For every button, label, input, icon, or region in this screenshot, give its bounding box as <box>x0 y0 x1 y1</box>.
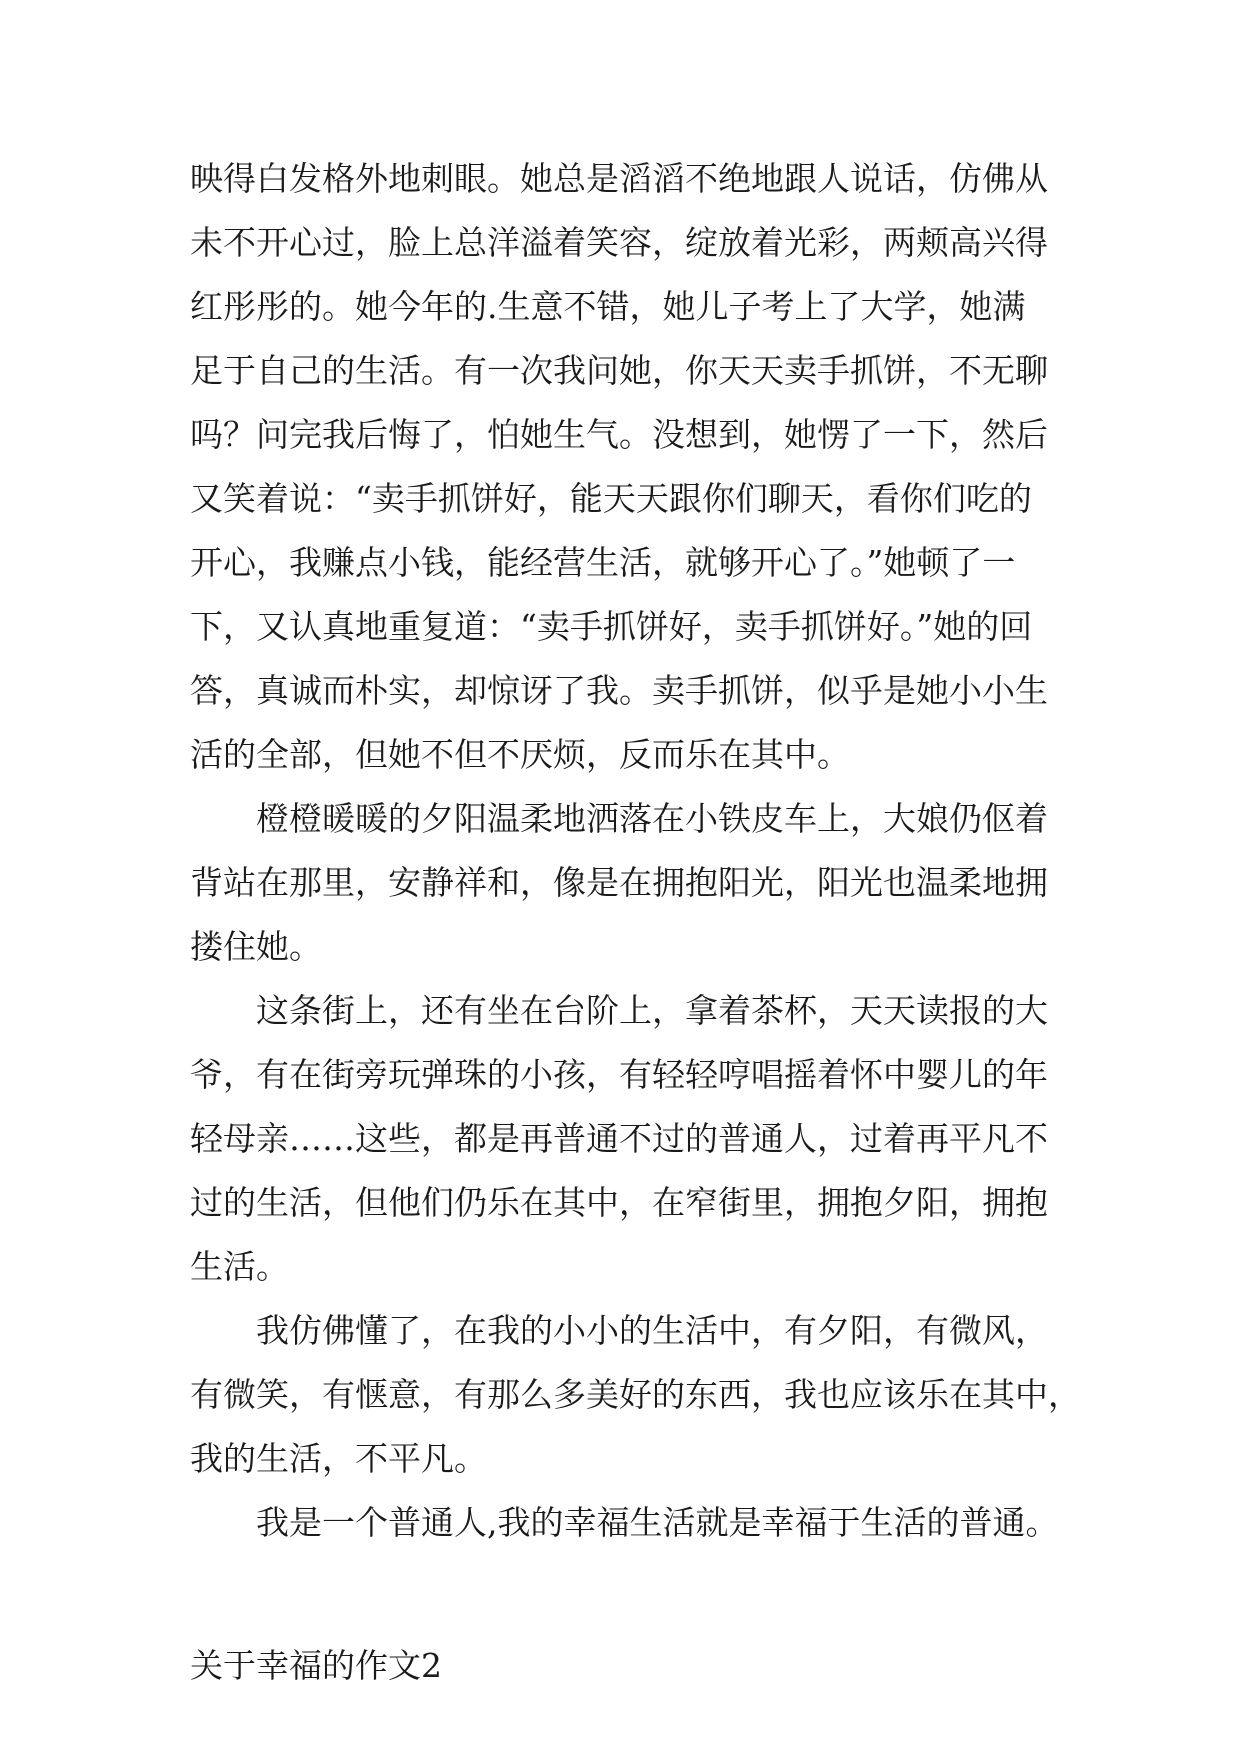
text-line: 这条街上，还有坐在台阶上，拿着茶杯，天天读报的大 <box>256 991 1048 1030</box>
text-line: 我仿佛懂了，在我的小小的生活中，有夕阳，有微风， <box>256 1311 1048 1350</box>
text-line: 搂住她。 <box>190 927 322 966</box>
text-line: 答，真诚而朴实，却惊讶了我。卖手抓饼，似乎是她小小生 <box>190 671 1048 710</box>
text-line: 我是一个普通人,我的幸福生活就是幸福于生活的普通。 <box>256 1503 1059 1542</box>
text-line: 轻母亲……这些，都是再普通不过的普通人，过着再平凡不 <box>190 1119 1048 1158</box>
text-line: 又笑着说：“卖手抓饼好，能天天跟你们聊天，看你们吃的 <box>190 479 1032 518</box>
text-line: 有微笑，有惬意，有那么多美好的东西，我也应该乐在其中， <box>190 1375 1081 1414</box>
text-line: 未不开心过，脸上总洋溢着笑容，绽放着光彩，两颊高兴得 <box>190 223 1048 262</box>
text-line: 橙橙暖暖的夕阳温柔地洒落在小铁皮车上，大娘仍伛着 <box>256 799 1048 838</box>
text-line: 过的生活，但他们仍乐在其中，在窄街里，拥抱夕阳，拥抱 <box>190 1183 1048 1222</box>
text-line: 映得白发格外地刺眼。她总是滔滔不绝地跟人说话，仿佛从 <box>190 159 1048 198</box>
text-line: 吗？问完我后悔了，怕她生气。没想到，她愣了一下，然后 <box>190 415 1048 454</box>
text-line: 红彤彤的。她今年的.生意不错，她儿子考上了大学，她满 <box>190 287 1026 326</box>
section-heading: 关于幸福的作文2 <box>190 1646 442 1685</box>
text-line: 下，又认真地重复道：“卖手抓饼好，卖手抓饼好。”她的回 <box>190 607 1033 646</box>
text-line: 生活。 <box>190 1247 289 1286</box>
text-line: 开心，我赚点小钱，能经营生活，就够开心了。”她顿了一 <box>190 543 1016 582</box>
text-line: 爷，有在街旁玩弹珠的小孩，有轻轻哼唱摇着怀中婴儿的年 <box>190 1055 1048 1094</box>
text-line: 活的全部，但她不但不厌烦，反而乐在其中。 <box>190 735 850 774</box>
text-line: 背站在那里，安静祥和，像是在拥抱阳光，阳光也温柔地拥 <box>190 863 1048 902</box>
text-line: 我的生活，不平凡。 <box>190 1439 487 1478</box>
text-line: 足于自己的生活。有一次我问她，你天天卖手抓饼，不无聊 <box>190 351 1048 390</box>
